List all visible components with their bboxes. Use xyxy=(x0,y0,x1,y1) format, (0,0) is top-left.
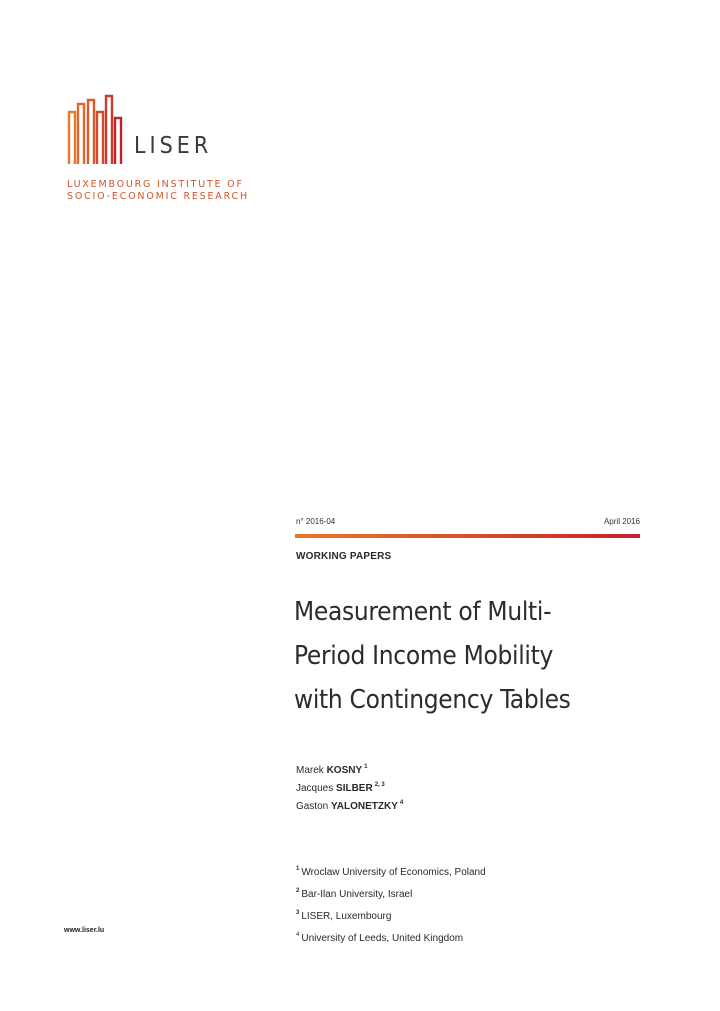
affiliation-text: Bar-Ilan University, Israel xyxy=(301,889,413,900)
affiliation-list xyxy=(296,860,486,948)
title-line: with Contingency Tables xyxy=(294,685,571,715)
author-last-name: YALONETZKY xyxy=(331,801,398,812)
title-line: Measurement of Multi- xyxy=(294,597,552,627)
author-last-name: SILBER xyxy=(336,783,373,794)
affiliation xyxy=(296,904,486,926)
series-label: WORKING PAPERS xyxy=(296,551,392,562)
affiliation xyxy=(296,926,486,948)
logo-subtitle xyxy=(67,179,249,203)
author-list xyxy=(296,760,403,814)
author-last-name: KOSNY xyxy=(326,765,363,776)
author-mark: 1 xyxy=(364,764,368,770)
author-first-name: Gaston xyxy=(296,801,329,812)
author-first-name: Marek xyxy=(296,765,324,776)
author xyxy=(296,796,403,814)
logo-subtitle-line2: SOCIO-ECONOMIC RESEARCH xyxy=(67,191,249,202)
affiliation-mark: 1 xyxy=(296,866,300,872)
logo-subtitle-line1: LUXEMBOURG INSTITUTE OF xyxy=(67,179,244,190)
divider-bar xyxy=(295,534,640,538)
logo-wordmark: LISER xyxy=(134,133,213,159)
affiliation-mark: 2 xyxy=(296,888,300,894)
paper-number: n° 2016-04 xyxy=(296,517,336,526)
liser-bars-icon xyxy=(64,90,134,165)
affiliation-mark: 4 xyxy=(296,932,300,938)
affiliation-mark: 3 xyxy=(296,910,300,916)
paper-title xyxy=(294,590,674,722)
affiliation xyxy=(296,882,486,904)
liser-logo xyxy=(64,90,249,210)
author-mark: 4 xyxy=(399,800,404,806)
affiliation xyxy=(296,860,486,882)
affiliation-text: LISER, Luxembourg xyxy=(301,911,392,922)
author xyxy=(296,760,403,778)
paper-date: April 2016 xyxy=(603,517,640,526)
affiliation-text: Wroclaw University of Economics, Poland xyxy=(301,867,486,878)
affiliation-text: University of Leeds, United Kingdom xyxy=(301,933,464,944)
author-first-name: Jacques xyxy=(296,783,334,794)
author-mark: 2, 3 xyxy=(374,782,385,788)
website-link[interactable]: www.liser.lu xyxy=(64,927,105,934)
title-line: Period Income Mobility xyxy=(294,641,554,671)
author xyxy=(296,778,403,796)
